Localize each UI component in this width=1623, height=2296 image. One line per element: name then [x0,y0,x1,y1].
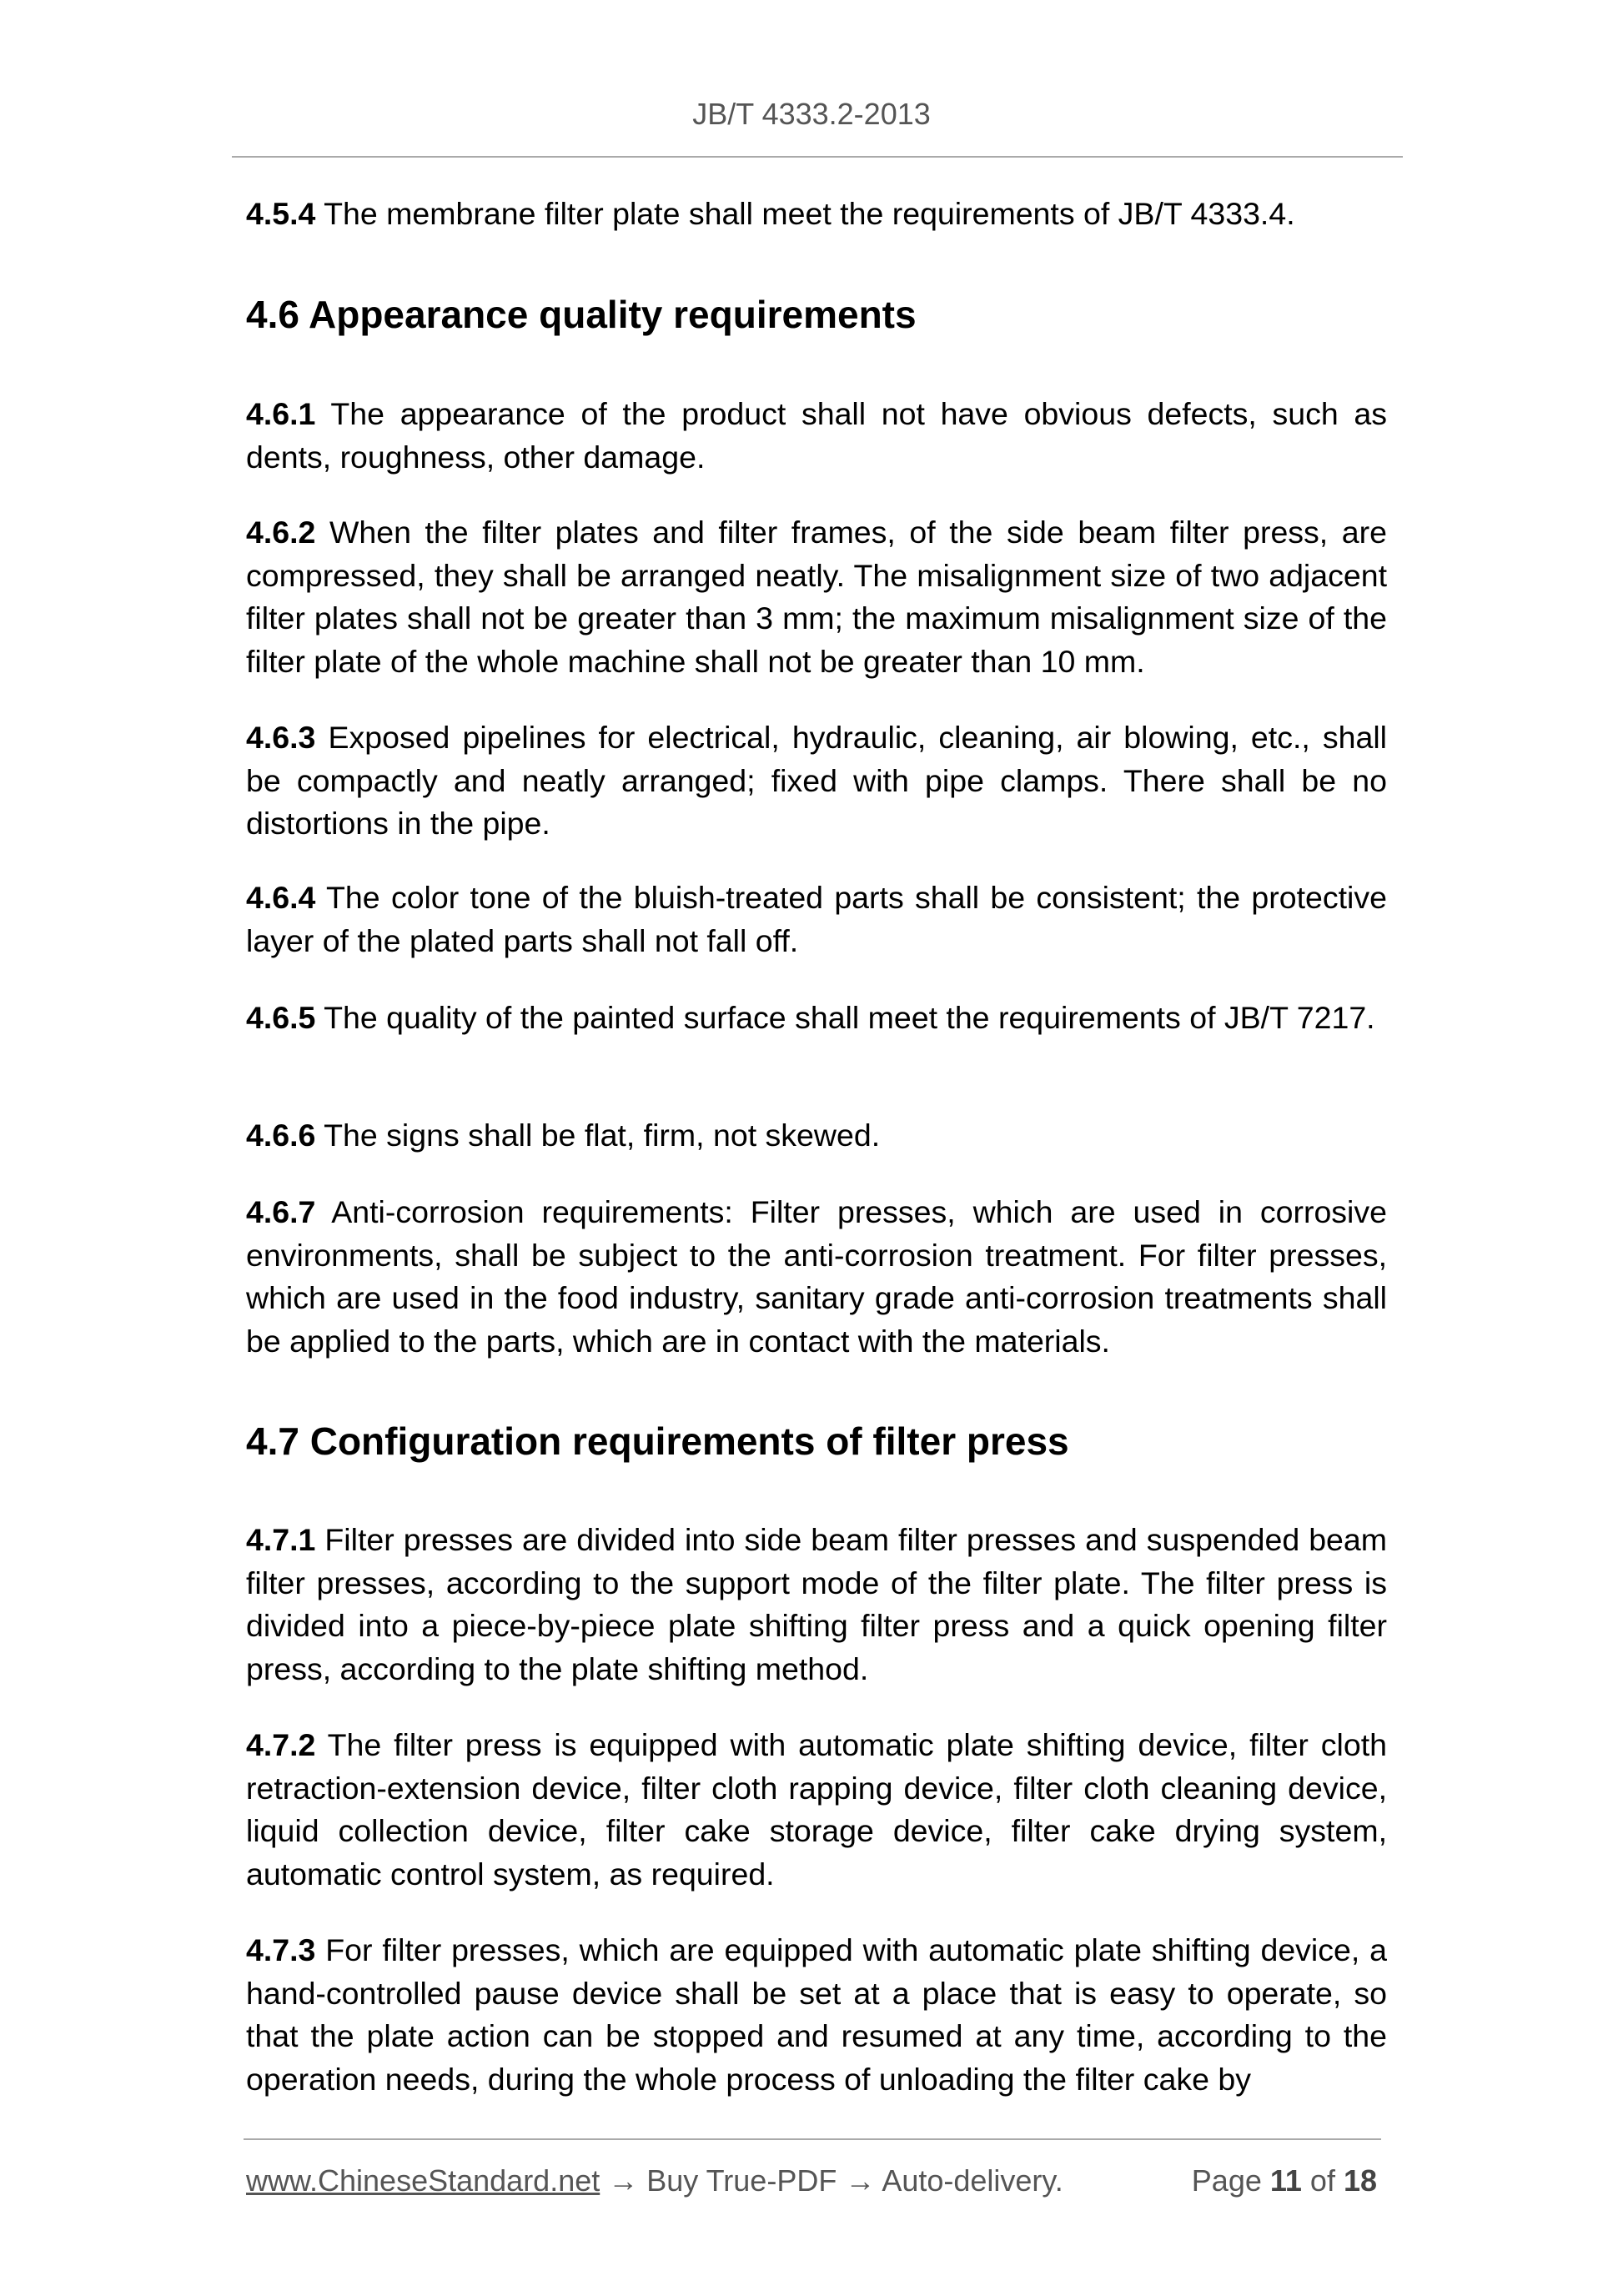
clause-text: Filter presses are divided into side beam filter presses and suspended beam filter presses, according to the support mode of the filter plate. The filter press is divided into a piece-by-piece plate shifting filter press and a quick opening filter press, according to the plate shifting method. [246,1522,1387,1686]
clause-4-6-2 [246,511,1387,683]
clause-number: 4.6.4 [246,880,316,915]
clause-4-6-5 [246,997,1387,1040]
page-label: Page [1191,2163,1270,2198]
clause-number: 4.7.2 [246,1727,316,1762]
clause-text: The filter press is equipped with automatic plate shifting device, filter cloth retraction-extension device, filter cloth rapping device, filter cloth cleaning device, liquid collection device, filter cake storage device, filter cake drying system, automatic control system, as required. [246,1727,1387,1892]
clause-number: 4.6.3 [246,720,316,755]
footer-promo [246,2163,1063,2198]
clause-text: Exposed pipelines for electrical, hydraulic, cleaning, air blowing, etc., shall be compactly and neatly arranged; fixed with pipe clamps. There shall be no distortions in the pipe. [246,720,1387,841]
section-heading-4-7: 4.7 Configuration requirements of filter press [246,1419,1069,1463]
clause-number: 4.5.4 [246,196,316,231]
clause-text: The color tone of the bluish-treated parts shall be consistent; the protective layer of the plated parts shall not fall off. [246,880,1387,958]
clause-number: 4.6.5 [246,1000,316,1035]
clause-text: For filter presses, which are equipped with automatic plate shifting device, a hand-controlled pause device shall be set at a place that is easy to operate, so that the plate action can be stopped and resumed at any time, according to the operation needs, during the whole process of unloading the filter cake by [246,1932,1387,2097]
clause-text: Anti-corrosion requirements: Filter presses, which are used in corrosive environments, shall be subject to the anti-corrosion treatment. For filter presses, which are used in the food industry, sanitary grade anti-corrosion treatments shall be applied to the parts, which are in contact with the materials. [246,1194,1387,1359]
clause-4-5-4 [246,193,1387,236]
document-header: JB/T 4333.2-2013 [692,97,931,131]
footer-divider [244,2138,1381,2140]
header-divider [232,156,1403,158]
footer-promo-text: → Buy True-PDF → Auto-delivery. [600,2163,1063,2198]
clause-text: The quality of the painted surface shall meet the requirements of JB/T 7217. [315,1000,1375,1035]
page-footer [246,2163,1377,2198]
website-link[interactable]: www.ChineseStandard.net [246,2163,600,2198]
section-heading-4-6: 4.6 Appearance quality requirements [246,293,917,336]
current-page: 11 [1269,2163,1302,2198]
clause-number: 4.6.6 [246,1118,316,1153]
clause-4-6-7 [246,1191,1387,1363]
clause-4-6-6 [246,1114,1387,1158]
clause-number: 4.6.7 [246,1194,316,1229]
clause-4-6-3 [246,716,1387,846]
clause-text: The signs shall be flat, firm, not skewed. [315,1118,881,1153]
page-indicator [1192,2163,1377,2198]
clause-4-7-3 [246,1929,1387,2101]
page-of: of [1301,2163,1344,2198]
total-pages: 18 [1343,2163,1377,2198]
clause-text: The appearance of the product shall not have obvious defects, such as dents, roughness, other damage. [246,396,1387,475]
clause-4-6-1 [246,393,1387,479]
clause-number: 4.7.3 [246,1932,316,1967]
clause-number: 4.6.1 [246,396,316,431]
clause-4-7-1 [246,1519,1387,1691]
clause-4-7-2 [246,1724,1387,1896]
clause-text: The membrane filter plate shall meet the requirements of JB/T 4333.4. [315,196,1295,231]
clause-4-6-4 [246,877,1387,962]
clause-number: 4.6.2 [246,515,316,550]
clause-number: 4.7.1 [246,1522,316,1557]
clause-text: When the filter plates and filter frames, of the side beam filter press, are compressed, they shall be arranged neatly. The misalignment size of two adjacent filter plates shall not be greater than 3 mm; the maximum misalignment size of the filter plate of the whole machine shall not be greater than 10 mm. [246,515,1387,679]
